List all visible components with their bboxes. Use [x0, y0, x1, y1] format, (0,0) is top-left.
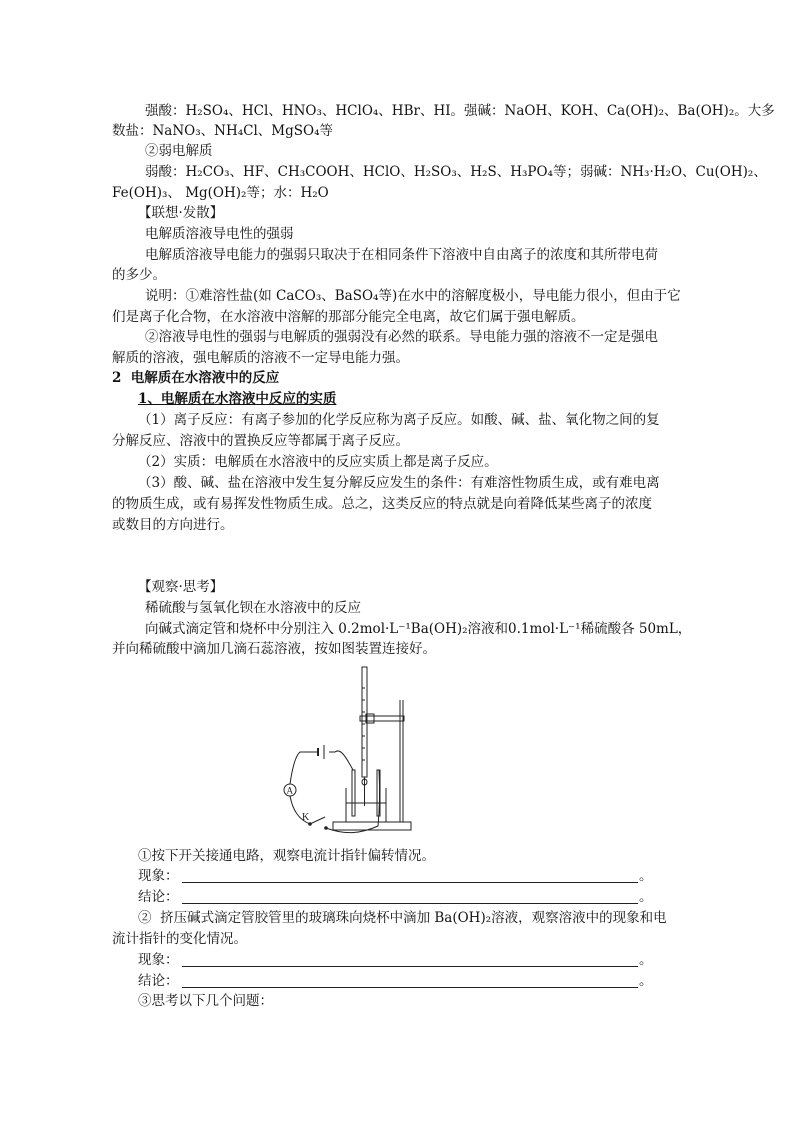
line-conditions-cont-2: 或数目的方向进行。	[112, 517, 234, 533]
end-mark-1: 。	[639, 868, 653, 884]
section-heading-2: 2 电解质在水溶液中的反应	[112, 370, 280, 386]
line-weak-electrolyte-heading: ②弱电解质	[145, 143, 213, 159]
phenomenon-answer-line-1[interactable]	[182, 882, 638, 883]
step-2: ② 挤压碱式滴定管胶管里的玻璃珠向烧杯中滴加 Ba(OH)₂溶液，观察溶液中的现象和电	[138, 910, 667, 926]
conclusion-label-1: 结论：	[138, 889, 179, 905]
line-ion-reaction-cont: 分解反应、溶液中的置换反应等都属于离子反应。	[112, 433, 409, 449]
ammeter-label: A	[286, 785, 293, 796]
switch-label: K	[302, 812, 310, 823]
line-strong-acids: 强酸：H₂SO₄、HCl、HNO₃、HClO₄、HBr、HI。强碱：NaOH、KOH、Ca(OH)₂、Ba(OH)₂。大多	[145, 103, 775, 119]
step-2-cont: 流计指针的变化情况。	[112, 931, 247, 947]
line-strong-acids-cont: 数盐：NaNO₃、NH₄Cl、MgSO₄等	[112, 123, 333, 139]
step-1: ①按下开关接通电路，观察电流计指针偏转情况。	[138, 848, 435, 864]
section-observe-think: 【观察·思考】	[138, 579, 224, 595]
phenomenon-label-2: 现象：	[138, 952, 179, 968]
line-conditions: （3）酸、碱、盐在溶液中发生复分解反应发生的条件：有难溶性物质生成，或有难电离	[138, 475, 660, 491]
line-ion-reaction: （1）离子反应：有离子参加的化学反应称为离子反应。如酸、碱、盐、氧化物之间的复	[138, 412, 660, 428]
subheading-conductivity: 电解质溶液导电性的强弱	[145, 226, 294, 242]
end-mark-2: 。	[639, 889, 653, 905]
section-association: 【联想·发散】	[138, 205, 224, 221]
line-note-2: ②溶液导电性的强弱与电解质的强弱没有必然的联系。导电能力强的溶液不一定是强电	[145, 329, 658, 345]
conclusion-label-2: 结论：	[138, 973, 179, 989]
line-conditions-cont: 的物质生成，或有易挥发性物质生成。总之，这类反应的特点就是向着降低某些离子的浓度	[112, 496, 652, 512]
line-conductivity-1: 电解质溶液导电能力的强弱只取决于在相同条件下溶液中自由离子的浓度和其所带电荷	[145, 247, 658, 263]
subsection-heading-1: 1、电解质在水溶液中反应的实质	[138, 391, 337, 407]
line-note-1-cont: 们是离子化合物，在水溶液中溶解的那部分能完全电离，故它们属于强电解质。	[112, 309, 585, 325]
phenomenon-label-1: 现象：	[138, 868, 179, 884]
line-weak-acids-cont: Fe(OH)₃、 Mg(OH)₂等；水：H₂O	[112, 185, 329, 201]
line-note-2-cont: 解质的溶液，强电解质的溶液不一定导电能力强。	[112, 350, 409, 366]
end-mark-4: 。	[639, 973, 653, 989]
line-note-1: 说明：①难溶性盐(如 CaCO₃、BaSO₄等)在水中的溶解度极小，导电能力很小，但由于它	[145, 288, 681, 304]
line-weak-acids: 弱酸：H₂CO₃、HF、CH₃COOH、HClO、H₂SO₃、H₂S、H₃PO₄等；弱碱：NH₃·H₂O、Cu(OH)₂、	[145, 164, 767, 180]
phenomenon-answer-line-2[interactable]	[182, 966, 638, 967]
conclusion-answer-line-2[interactable]	[182, 987, 638, 988]
subheading-experiment: 稀硫酸与氢氧化钡在水溶液中的反应	[145, 600, 361, 616]
circuit-wire	[329, 751, 353, 770]
line-procedure-cont: 并向稀硫酸中滴加几滴石蕊溶液，按如图装置连接好。	[112, 641, 436, 657]
line-conductivity-2: 的多少。	[112, 267, 166, 283]
end-mark-3: 。	[639, 952, 653, 968]
line-essence: （2）实质：电解质在水溶液中的反应实质上都是离子反应。	[138, 454, 498, 470]
line-procedure: 向碱式滴定管和烧杯中分别注入 0.2mol·L⁻¹Ba(OH)₂溶液和0.1mol·L⁻¹稀硫酸各 50mL，	[145, 621, 692, 637]
step-3: ③思考以下几个问题：	[138, 993, 273, 1009]
conclusion-answer-line-1[interactable]	[182, 903, 638, 904]
